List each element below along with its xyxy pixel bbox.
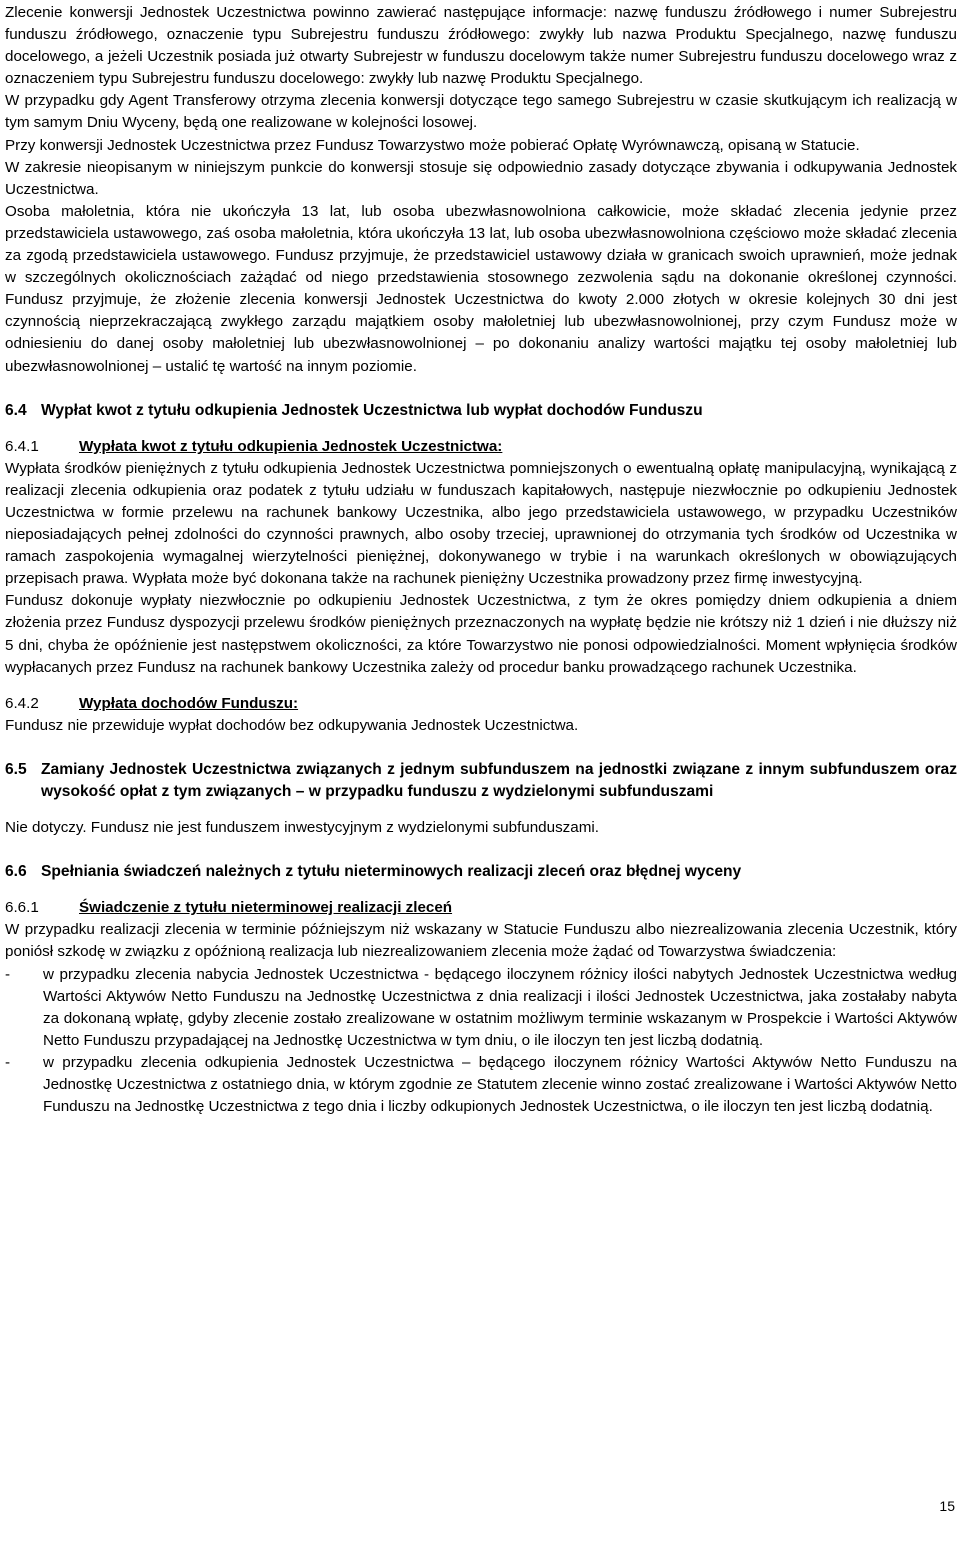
document-body [5, 2, 957, 1118]
list-item [5, 964, 957, 1052]
dash-marker: - [5, 965, 11, 983]
subsection-title: Świadczenie z tytułu nieterminowej realizacji zleceń [79, 899, 453, 917]
list-item [5, 1052, 957, 1118]
subsection-title: Wypłata dochodów Funduszu: [79, 694, 299, 712]
section-number: 6.4 [5, 401, 27, 419]
section-heading-6-4 [5, 400, 957, 422]
paragraph-compensation-fee: Przy konwersji Jednostek Uczestnictwa przez Fundusz Towarzystwo może pobierać Opłatę Wyrównawczą, opisaną w Statucie. [5, 136, 860, 154]
section-number: 6.6 [5, 863, 27, 881]
subsection-number: 6.4.2 [5, 694, 39, 712]
page-number: 15 [939, 1498, 955, 1514]
paragraph-minors: Osoba małoletnia, która nie ukończyła 13 lat, lub osoba ubezwłasnowolniona całkowicie, może składać zlecenia jedynie przez przedstawiciela ustawowego, zaś osoba małoletnia, która ukończyła 13 lat, lub osoba ubezwłasnowolniona częściowo może składać zlecenia za zgodą przedstawiciela ustawowego. Fundusz przyjmuje, że przedstawiciel ustawowy działa w granicach swoich uprawnień, może jednak w szczególnych okolicznościach zażądać od niego przedstawienia stosownego zezwolenia sądu na dokonanie określonej czynności. Fundusz przyjmuje, że złożenie zlecenia konwersji Jednostek Uczestnictwa do kwoty 2.000 złotych w okresie kolejnych 30 dni jest czynnością nieprzekraczającą zwykłego zarządu majątkiem osoby małoletniej lub ubezwłasnowolnionej, przy czym Fundusz może w odniesieniu do danej osoby małoletniej lub ubezwłasnowolnionej – po dokonaniu analizy wartości majątku tej osoby małoletniej lub ubezwłasnowolnionej – ustalić tę wartość na innym poziomie. [5, 202, 957, 375]
paragraph-conversion-order: Zlecenie konwersji Jednostek Uczestnictwa powinno zawierać następujące informacje: nazwę funduszu źródłowego i numer Subrejestru funduszu źródłowego, oznaczenie typu Subrejestru funduszu źródłowego: zwykły lub nazwa Produktu Specjalnego, nazwę funduszu docelowego, a jeżeli Uczestnik posiada już otwarty Subrejestr w funduszu docelowym także numer Subrejestru funduszu docelowego wraz z oznaczeniem typu Subrejestru funduszu docelowego: zwykły lub nazwę Produktu Specjalnego. [5, 4, 957, 88]
dash-marker: - [5, 1053, 11, 1071]
paragraph-payout-timing: Fundusz dokonuje wypłaty niezwłocznie po odkupieniu Jednostek Uczestnictwa, z tym że okres pomiędzy dniem odkupienia a dniem złożenia przez Fundusz dyspozycji przelewu środków pieniężnych przeznaczonych na wypłatę będzie nie krótszy niż 1 dzień i nie dłuższy niż 5 dni, chyba że opóźnienie jest następstwem okoliczności, za które Towarzystwo nie ponosi odpowiedzialności. Moment wpłynięcia środków wypłacanych przez Fundusz na rachunek bankowy Uczestnika zależy od procedur banku prowadzącego rachunek Uczestnika. [5, 592, 957, 676]
section-title: Wypłat kwot z tytułu odkupienia Jednostek Uczestnictwa lub wypłat dochodów Funduszu [41, 401, 703, 419]
paragraph-transfer-agent: W przypadku gdy Agent Transferowy otrzyma zlecenia konwersji dotyczące tego samego Subrejestru w czasie skutkującym ich realizacją w tym samym Dniu Wyceny, będą one realizowane w kolejności losowej. [5, 92, 957, 132]
list-item-text: w przypadku zlecenia nabycia Jednostek Uczestnictwa - będącego iloczynem różnicy ilości nabytych Jednostek Uczestnictwa według Wartości Aktywów Netto Funduszu na Jednostkę Uczestnictwa z dnia realizacji i ilości Jednostek Uczestnictwa, jaka zostałaby nabyta za dokonaną wpłatę, gdyby zlecenie zostało zrealizowane w ostatnim możliwym terminie wskazanym w Prospekcie i Wartości Aktywów Netto Funduszu przypadającej na Jednostkę Uczestnictwa w tym dniu, o ile iloczyn ten jest liczbą dodatnią. [43, 965, 957, 1049]
paragraph-late-execution: W przypadku realizacji zlecenia w terminie późniejszym niż wskazany w Statucie Funduszu albo niezrealizowania zlecenia Uczestnik, który poniósł szkodę w związku z opóźnioną realizacja lub niezrealizowaniem zlecenia może żądać od Towarzystwa świadczenia: [5, 921, 957, 961]
subsection-heading-6-4-2 [5, 693, 957, 715]
section-heading-6-6 [5, 861, 957, 883]
subsection-number: 6.6.1 [5, 899, 39, 917]
section-title: Zamiany Jednostek Uczestnictwa związanych z jednym subfunduszem na jednostki związane z innym subfunduszem oraz wysokość opłat z tym związanych – w przypadku funduszu z wydzielonymi subfunduszami [41, 760, 957, 800]
subsection-heading-6-4-1 [5, 436, 957, 458]
list-item-text: w przypadku zlecenia odkupienia Jednostek Uczestnictwa – będącego iloczynem różnicy Wartości Aktywów Netto Funduszu na Jednostkę Uczestnictwa z ostatniego dnia, w którym zgodnie ze Statutem zlecenie winno zostać zrealizowane i Wartości Aktywów Netto Funduszu na Jednostkę Uczestnictwa z tego dnia i liczby odkupionych Jednostek Uczestnictwa, o ile iloczyn ten jest liczbą dodatnią. [43, 1053, 957, 1116]
paragraph-undescribed-scope: W zakresie nieopisanym w niniejszym punkcie do konwersji stosuje się odpowiednio zasady dotyczące zbywania i odkupywania Jednostek Uczestnictwa. [5, 158, 957, 198]
section-heading-6-5 [5, 759, 957, 803]
paragraph-income-payout: Fundusz nie przewiduje wypłat dochodów bez odkupywania Jednostek Uczestnictwa. [5, 716, 579, 734]
section-number: 6.5 [5, 760, 27, 778]
paragraph-payout: Wypłata środków pieniężnych z tytułu odkupienia Jednostek Uczestnictwa pomniejszonych o ewentualną opłatę manipulacyjną, wynikającą z realizacji zlecenia odkupienia oraz podatek z tytułu udziału w funduszach kapitałowych, następuje niezwłocznie po odkupieniu Jednostek Uczestnictwa w formie przelewu na rachunek bankowy Uczestnika, albo jego przedstawiciela ustawowego, w przypadku Uczestników nieposiadających pełnej zdolności do czynności prawnych, albo osoby trzeciej, uprawnionej do otrzymania tych środków od Uczestnika w ramach zaspokojenia wymagalnej wierzytelności pieniężnej, dokonywanego w trybie i na warunkach określonych w obowiązujących przepisach prawa. Wypłata może być dokonana także na rachunek pieniężny Uczestnika prowadzony przez firmę inwestycyjną. [5, 459, 957, 588]
section-title: Spełniania świadczeń należnych z tytułu nieterminowych realizacji zleceń oraz błędnej wyceny [41, 863, 742, 881]
subsection-title: Wypłata kwot z tytułu odkupienia Jednostek Uczestnictwa: [79, 437, 503, 455]
subsection-heading-6-6-1 [5, 897, 957, 919]
subsection-number: 6.4.1 [5, 437, 39, 455]
paragraph-not-applicable: Nie dotyczy. Fundusz nie jest funduszem inwestycyjnym z wydzielonymi subfunduszami. [5, 819, 599, 837]
